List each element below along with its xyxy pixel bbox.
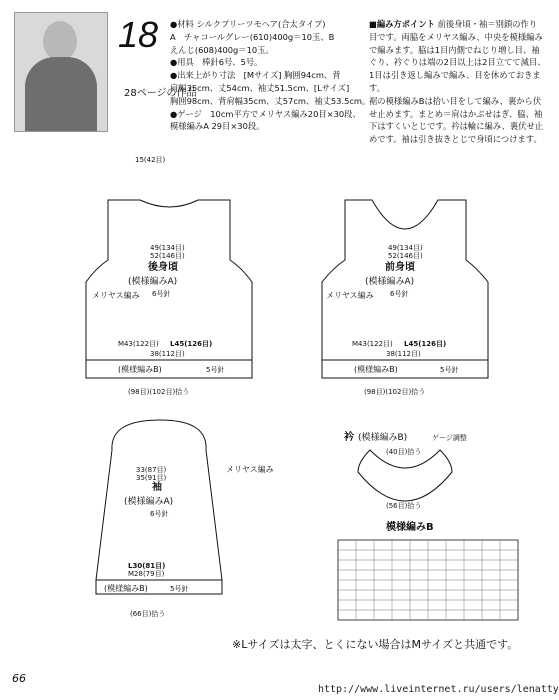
size-l: 胸囲98cm、背肩幅35cm、丈57cm、袖丈53.5cm。 <box>170 95 371 106</box>
sleeve-total: (66目)拾う <box>130 610 166 618</box>
sleeve-bottom-l: L30(81目) <box>128 562 166 570</box>
model-head <box>43 21 77 61</box>
back-bottom-l: L45(126目) <box>170 340 213 348</box>
front-stockinette: メリヤス編み <box>326 291 374 300</box>
points-line-4: 1目は引き返し編みで編み、目を休めておきます。 <box>369 70 541 93</box>
points-line-8: めです。袖は引き抜きとじで身頃につけます。 <box>369 134 542 145</box>
gauge-line-1: ●ゲージ 10cm平方でメリヤス編み20目×30段、 <box>170 108 361 119</box>
collar-gauge: ゲージ調整 <box>432 434 467 442</box>
materials-value: シルクプリーツモヘア(合太タイプ) <box>196 19 326 29</box>
sleeve-ribbing-label: (模様編みB) <box>104 584 148 593</box>
points-line-5: 裾の模様編みBは拾い目をして編み、裏から伏 <box>369 95 542 106</box>
collar-outline <box>358 450 452 501</box>
front-total: (98目)(102目)拾う <box>364 388 426 396</box>
size-m2: 肩幅35cm、丈54cm、袖丈51.5cm、[Lサイズ] <box>170 82 350 93</box>
materials-spec <box>170 18 370 133</box>
sleeve-ribbing-needle: 5号針 <box>170 585 189 593</box>
size-m: ●出来上がり寸法 [Mサイズ] 胸囲94cm、背 <box>170 70 341 81</box>
front-bottom-l: L45(126目) <box>404 340 447 348</box>
sleeve-needle: 6号針 <box>150 510 169 518</box>
sleeve-stockinette: メリヤス編み <box>226 465 274 474</box>
back-rows: 49(134目) <box>150 244 185 252</box>
front-pattern: (模様編みA) <box>365 277 415 287</box>
points-line-3: ぐり、衿ぐりは端の2目以上は2目立てて減目、 <box>369 57 546 68</box>
points-line-1: 目です。両脇をメリヤス編み、中央を模様編み <box>369 31 543 42</box>
front-ribbing-label: (模様編みB) <box>354 365 398 374</box>
collar-pattern: (模様編みB) <box>358 433 408 443</box>
points-line-0: 前後身頃・袖＝別鎖の作り <box>437 19 538 29</box>
collar-pick: (40目)拾う <box>386 448 422 456</box>
knitting-points <box>369 18 555 146</box>
front-rows-2: 52(146目) <box>388 252 423 260</box>
front-ribbing <box>322 360 488 378</box>
collar-pick-56: (56目)拾う <box>386 502 422 510</box>
front-rows: 49(134目) <box>388 244 423 252</box>
size-note: ※Lサイズは太字、とくにない場合はMサイズと共通です。 <box>232 638 519 651</box>
front-bottom-38: 38(112目) <box>386 350 421 358</box>
model-photo <box>14 12 108 132</box>
sleeve-rows-2: 35(91目) <box>136 474 167 482</box>
back-ribbing-needle: 5号針 <box>206 366 225 374</box>
schematic-diagram <box>0 150 559 630</box>
back-width-top: 15(42目) <box>135 156 166 164</box>
chart-title: 模様編みB <box>386 522 434 533</box>
materials-label: ●材料 <box>170 19 194 29</box>
page-reference: 28ページの作品 <box>124 88 197 99</box>
points-line-7: 下はすくいとじです。衿は輪に編み、裏伏せ止 <box>369 121 544 132</box>
collar-title: 衿 <box>344 432 354 443</box>
back-bottom-38: 38(112目) <box>150 350 185 358</box>
front-bottom-m: M43(122目) <box>352 340 393 348</box>
back-rows-2: 52(146目) <box>150 252 185 260</box>
sleeve-bottom-m: M28(79目) <box>128 570 165 578</box>
page-number: 66 <box>12 672 26 685</box>
points-line-2: で編みます。脇は1目内側でねじり増し目、袖 <box>369 44 540 55</box>
sleeve-rows: 33(87目) <box>136 466 167 474</box>
model-sweater <box>25 57 97 132</box>
back-total: (98目)(102目)拾う <box>128 388 190 396</box>
sleeve-title: 袖 <box>152 482 162 493</box>
chart-gridlines <box>338 540 518 620</box>
back-stockinette: メリヤス編み <box>92 291 140 300</box>
front-title: 前身頃 <box>385 262 415 273</box>
front-ribbing-needle: 5号針 <box>440 366 459 374</box>
gauge-line-2: 模様編みA 29目×30段。 <box>170 121 265 132</box>
front-needle: 6号針 <box>390 290 409 298</box>
points-line-6: せ止めます。まとめ＝肩はかぶせはぎ、脇、袖 <box>369 108 543 119</box>
back-pattern: (模様編みA) <box>128 277 178 287</box>
color-b: えんじ(608)400g＝10玉。 <box>170 44 274 55</box>
pattern-number: 18 <box>118 14 159 55</box>
back-bottom-m: M43(122目) <box>118 340 159 348</box>
color-a: A チャコールグレー(610)400g＝10玉、B <box>170 31 335 42</box>
tools: ●用具 棒針6号、5号。 <box>170 57 263 68</box>
source-url: http://www.liveinternet.ru/users/lenatty <box>318 684 559 695</box>
back-title: 後身頃 <box>148 262 178 273</box>
points-title: ■編み方ポイント <box>369 19 435 29</box>
back-ribbing <box>86 360 252 378</box>
back-ribbing-label: (模様編みB) <box>118 365 162 374</box>
sleeve-pattern: (模様編みA) <box>124 497 174 507</box>
back-needle: 6号針 <box>152 290 171 298</box>
